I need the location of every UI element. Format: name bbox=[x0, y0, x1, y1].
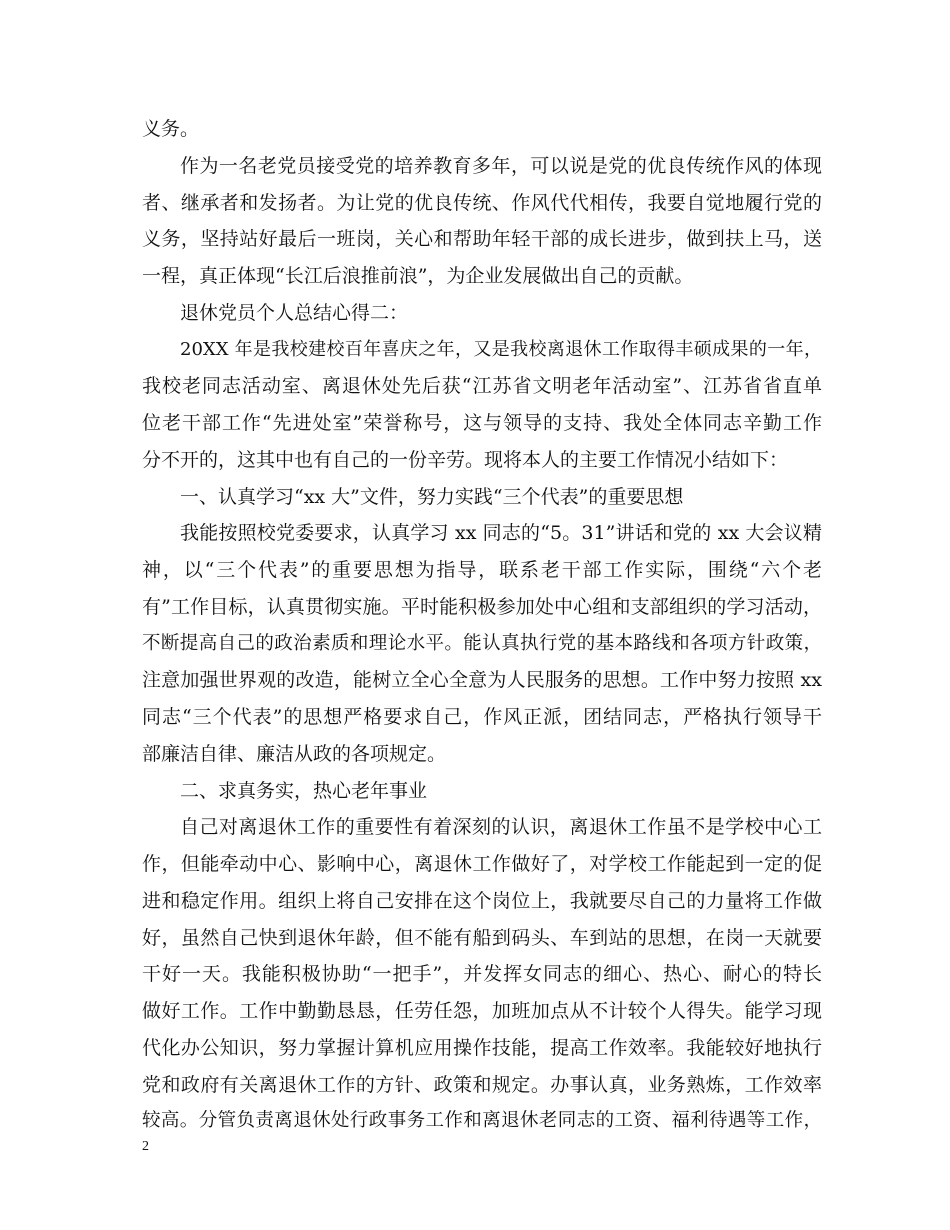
text-line: 代化办公知识，努力掌握计算机应用操作技能，提高工作效率。我能较好地执行 bbox=[142, 1036, 822, 1059]
text-line: 干好一天。我能积极协助“一把手”，并发挥女同志的细心、热心、耐心的特长 bbox=[142, 963, 822, 986]
text-line: 神，以“三个代表”的重要思想为指导，联系老干部工作实际，围绕“六个老 bbox=[142, 559, 822, 581]
text-line: 位老干部工作“先进处室”荣誉称号，这与领导的支持、我处全体同志辛勤工作 bbox=[142, 412, 822, 434]
text-line: 退休党员个人总结心得二： bbox=[180, 301, 409, 324]
text-line: 二、求真务实，热心老年事业 bbox=[180, 779, 428, 802]
text-line: 20XX 年是我校建校百年喜庆之年，又是我校离退休工作取得丰硕成果的一年， bbox=[180, 338, 822, 360]
text-line: 一程，真正体现“长江后浪推前浪”，为企业发展做出自己的贡献。 bbox=[142, 265, 694, 287]
text-line: 不断提高自己的政治素质和理论水平。能认真执行党的基本路线和各项方针政策， bbox=[142, 632, 822, 654]
text-line: 自己对离退休工作的重要性有着深刻的认识，离退休工作虽不是学校中心工 bbox=[180, 816, 822, 839]
text-line: 部廉洁自律、廉洁从政的各项规定。 bbox=[142, 742, 447, 765]
text-line: 做好工作。工作中勤勤恳恳，任劳任怨，加班加点从不计较个人得失。能学习现 bbox=[142, 1000, 822, 1022]
text-line: 作，但能牵动中心、影响中心，离退休工作做好了，对学校工作能起到一定的促 bbox=[142, 853, 822, 875]
text-line: 我校老同志活动室、离退休处先后获“江苏省文明老年活动室”、江苏省省直单 bbox=[142, 375, 822, 398]
text-line: 进和稳定作用。组织上将自己安排在这个岗位上，我就要尽自己的力量将工作做 bbox=[142, 889, 822, 912]
text-line: 作为一名老党员接受党的培养教育多年，可以说是党的优良传统作风的体现 bbox=[180, 154, 822, 177]
text-line: 较高。分管负责离退休处行政事务工作和离退休老同志的工资、福利待遇等工作， bbox=[142, 1110, 822, 1132]
text-line: 义务。 bbox=[142, 118, 200, 140]
text-line: 我能按照校党委要求，认真学习 xx 同志的“5。31”讲话和党的 xx 大会议精 bbox=[180, 522, 822, 545]
text-line: 党和政府有关离退休工作的方针、政策和规定。办事认真，业务熟炼，工作效率 bbox=[142, 1073, 822, 1096]
page-number: 2 bbox=[142, 1139, 149, 1154]
document-body bbox=[142, 111, 822, 1140]
text-line: 分不开的，这其中也有自己的一份辛劳。现将本人的主要工作情况小结如下： bbox=[142, 448, 789, 471]
text-line: 好，虽然自己快到退休年龄，但不能有船到码头、车到站的思想，在岗一天就要 bbox=[142, 926, 822, 949]
text-line: 一、认真学习“xx 大”文件，努力实践“三个代表”的重要思想 bbox=[180, 485, 684, 508]
text-line: 义务，坚持站好最后一班岗，关心和帮助年轻干部的成长进步，做到扶上马，送 bbox=[142, 228, 822, 251]
text-line: 有”工作目标，认真贯彻实施。平时能积极参加处中心组和支部组织的学习活动， bbox=[142, 595, 822, 618]
text-line: 同志“三个代表”的思想严格要求自己，作风正派，团结同志，严格执行领导干 bbox=[142, 706, 822, 728]
text-line: 注意加强世界观的改造，能树立全心全意为人民服务的思想。工作中努力按照 xx bbox=[142, 669, 822, 692]
text-line: 者、继承者和发扬者。为让党的优良传统、作风代代相传，我要自觉地履行党的 bbox=[142, 191, 822, 214]
